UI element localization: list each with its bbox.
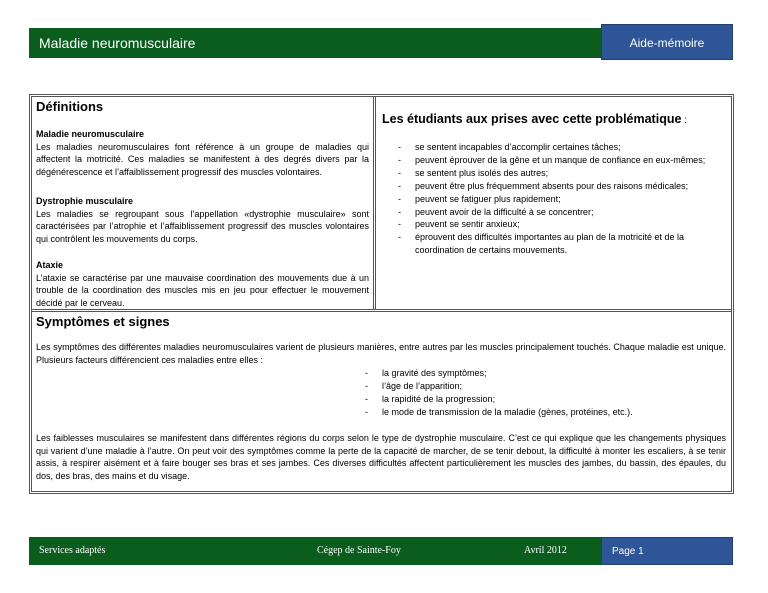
definition-term: Dystrophie musculaire — [36, 196, 134, 206]
dash: - — [365, 406, 368, 417]
list-item — [365, 367, 695, 380]
list-item-text: peuvent éprouver de la gêne et un manque de confiance en eux-mêmes; — [415, 154, 706, 165]
section-divider — [31, 309, 732, 312]
definitions-heading: Définitions — [36, 99, 104, 114]
list-item-text: peuvent être plus fréquemment absents pour des raisons médicales; — [415, 180, 689, 191]
list-item — [365, 406, 695, 419]
factors-list — [365, 367, 695, 419]
list-item — [398, 231, 718, 257]
header-title: Maladie neuromusculaire — [29, 28, 601, 58]
list-item-text: peuvent avoir de la difficulté à se concentrer; — [415, 206, 594, 217]
definition-text: Les maladies neuromusculaires font référence à un groupe de maladies qui affectent la motricité. Ces maladies se manifestent à des degrés divers par la dégénérescence et l’affaiblissement progressif des muscles volontaires. — [36, 141, 369, 177]
list-item — [365, 380, 695, 393]
footer-college: Cégep de Sainte-Foy — [317, 545, 401, 556]
list-item-text: se sentent plus isolés des autres; — [415, 167, 549, 178]
page-number: Page 1 — [601, 537, 733, 565]
students-list — [398, 141, 718, 257]
symptoms-heading: Symptômes et signes — [36, 314, 170, 329]
dash: - — [398, 232, 401, 243]
definition-term: Maladie neuromusculaire — [36, 129, 145, 139]
dash: - — [398, 142, 401, 152]
list-item-text: le mode de transmission de la maladie (gènes, protéines, etc.). — [382, 406, 633, 417]
dash: - — [398, 180, 401, 191]
students-heading-suffix: : — [681, 115, 687, 126]
list-item-text: l’âge de l’apparition; — [382, 380, 463, 391]
list-item — [365, 393, 695, 406]
dash: - — [398, 219, 401, 230]
list-item — [398, 180, 718, 193]
list-item — [398, 167, 718, 180]
symptoms-body: Les faiblesses musculaires se manifestent dans différentes régions du corps selon le type de dystrophie musculaire. C’est ce qui explique que les changements physiques qui varient d’une maladie à l’autre. On peut voir des symptômes comme la perte de la capacité de marcher, de se tenir debout, la difficulté à monter les escaliers, à se tenir assis, à respirer aisément et à faire bouger ses bras et ses jambes. Ces diverses difficultés affectent particulièrement les muscles des jambes, du bassin, des épaules, du dos, des bras, des mains et du visage. — [36, 433, 726, 481]
definition-text: L’ataxie se caractérise par une mauvaise coordination des mouvements due à un trouble de la coordination des muscles mis en jeu pour effectuer le mouvement décidé par le cerveau. — [36, 272, 369, 308]
list-item-text: la gravité des symptômes; — [382, 368, 487, 378]
dash: - — [398, 154, 401, 165]
list-item-text: la rapidité de la progression; — [382, 393, 496, 404]
definition-neuromuscular — [36, 128, 369, 178]
list-item-text: éprouvent des difficultés importantes au plan de la motricité et de la coordination de certains mouvements. — [415, 232, 684, 256]
definition-text: Les maladies se regroupant sous l’appellation «dystrophie musculaire» sont caractérisées par l’atrophie et l’affaiblissement progressif des muscles volontaires qui contrôlent les mouvements du corps. — [36, 208, 369, 244]
list-item — [398, 193, 718, 206]
dash: - — [398, 193, 401, 204]
symptoms-intro: Les symptômes des différentes maladies neuromusculaires varient de plusieurs manières, entre autres par les muscles principalement touchés. Chaque maladie est unique. Plusieurs facteurs différencient ces maladies entre elles : — [36, 342, 726, 365]
column-divider — [373, 96, 376, 310]
dash: - — [365, 393, 368, 404]
list-item-text: peuvent se sentir anxieux; — [415, 219, 520, 230]
list-item — [398, 218, 718, 231]
header-tag: Aide-mémoire — [601, 24, 733, 60]
dash: - — [398, 167, 401, 178]
list-item-text: peuvent se fatiguer plus rapidement; — [415, 193, 561, 204]
list-item — [398, 141, 718, 154]
dash: - — [398, 206, 401, 217]
list-item — [398, 154, 718, 167]
footer-service: Services adaptés — [39, 545, 106, 556]
footer-bar — [29, 537, 601, 565]
list-item-text: se sentent incapables d’accomplir certaines tâches; — [415, 142, 621, 152]
footer-date: Avril 2012 — [524, 545, 567, 556]
students-heading — [382, 112, 687, 126]
dash: - — [365, 380, 368, 391]
definition-term: Ataxie — [36, 260, 64, 270]
students-heading-text: Les étudiants aux prises avec cette problématique — [382, 112, 682, 126]
dash: - — [365, 368, 368, 378]
list-item — [398, 206, 718, 219]
definition-ataxia — [36, 259, 369, 309]
definition-dystrophy — [36, 195, 369, 245]
